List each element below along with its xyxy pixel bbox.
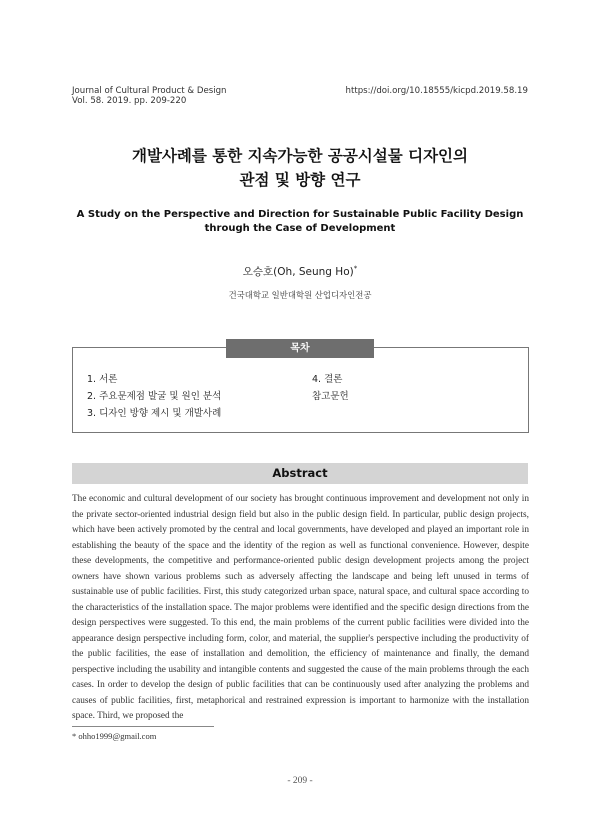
author-affiliation: 건국대학교 일반대학원 산업디자인전공 <box>228 290 372 300</box>
korean-title-line1: 개발사례를 통한 지속가능한 공공시설물 디자인의 <box>131 147 469 165</box>
toc-item: 1. 서론 <box>87 374 118 385</box>
korean-title-line2: 관점 및 방향 연구 <box>239 171 361 189</box>
korean-title <box>0 144 600 192</box>
abstract-paragraph: The economic and cultural development of our society has brought continuous improvement and development not only in the private sector-oriented industrial design field but also in the public design field. In particular, public design projects, which have been actively promoted by the central and local governments, have developed and played an important role in establishing the beauty of the space and the identity of the region as well as functional convenience. However, despite these developments, the competitive and performance-oriented public design development projects among the project owners have shown various problems such as adversely affecting the landscape and being left unused in terms of sustainable use of public facilities. First, this study categorized urban space, natural space, and cultural space according to the characteristics of the installation space. The major problems were identified and the specific design directions from the design perspectives were suggested. To this end, the main problems of the current public facilities were divided into the appearance design perspective including form, color, and material, the supplier's perspective including the productivity of the public facilities, the ease of installation and demolition, the efficiency of maintenance and finally, the demand perspective including the usability and intangible contents and suggested the cause of the main problems through the each cases. In order to develop the design of public facilities that can be continuously used after analyzing the problems and causes of public facilities, first, metaphorical and restrained expression is important to harmonize with the installation space. Third, we proposed the <box>72 494 529 721</box>
journal-name: Journal of Cultural Product & Design <box>72 86 227 96</box>
footnote-divider <box>72 726 214 727</box>
abstract-heading: Abstract <box>72 463 528 484</box>
english-title: A Study on the Perspective and Direction for Sustainable Public Facility Design through the Case of Development <box>76 209 524 234</box>
toc-item: 참고문헌 <box>312 391 349 402</box>
toc-item: 3. 디자인 방향 제시 및 개발사례 <box>87 408 222 419</box>
journal-volume: Vol. 58. 2019. pp. 209-220 <box>72 96 187 106</box>
author-footnote-mark: * <box>353 264 358 273</box>
toc-label: 목차 <box>226 339 374 358</box>
abstract-body <box>72 492 529 725</box>
footnote: * ohho1999@gmail.com <box>72 731 157 741</box>
journal-header <box>72 86 227 106</box>
page-number: - 209 - <box>287 776 313 786</box>
author-name: 오승호(Oh, Seung Ho) <box>242 266 354 278</box>
doi-link[interactable]: https://doi.org/10.18555/kicpd.2019.58.19 <box>345 86 528 96</box>
author-line <box>0 264 600 279</box>
toc-item: 2. 주요문제점 발굴 및 원인 분석 <box>87 391 222 402</box>
toc-item: 4. 결론 <box>312 374 343 385</box>
